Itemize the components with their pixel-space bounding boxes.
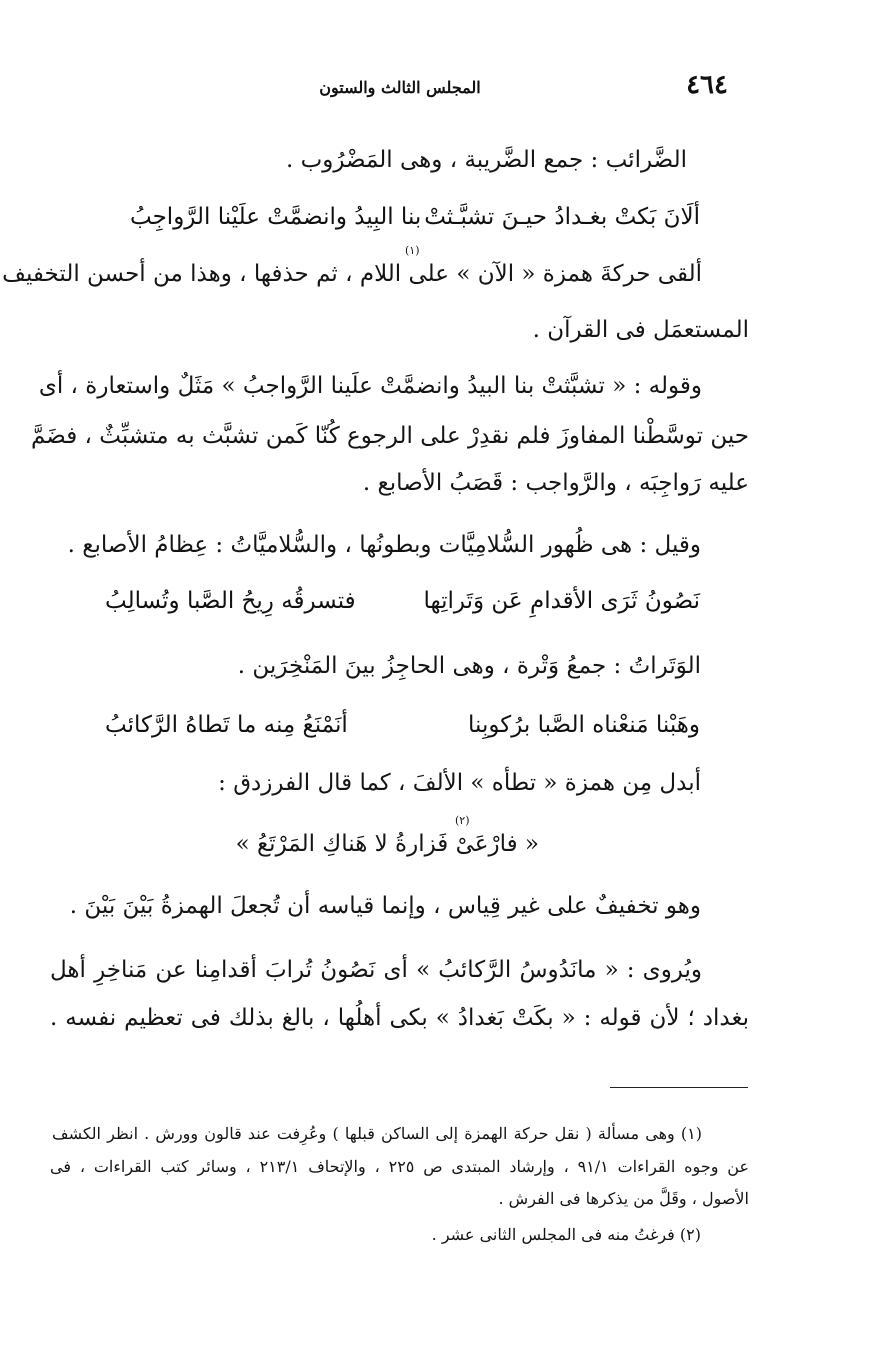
footnote-line: الأصول ، وقَلَّ من يذكرها فى الفرش . bbox=[498, 1189, 749, 1208]
verse-first-hemistich: ألَانَ بَكتْ بغـدادُ حيـنَ تشبَّـثتْ bbox=[424, 204, 700, 230]
text-line: الوَتَراتُ : جمعُ وَتْرة ، وهى الحاجِزُ بينَ المَنْخِرَين . bbox=[237, 653, 701, 679]
paragraph-line: ألقى حركةَ همزة « الآن » على اللام ، ثم حذفها ، وهذا من أحسن التخفيف bbox=[2, 261, 702, 287]
text-line: وهو تخفيفٌ على غير قِياس ، وإنما قياسه أن تُجعلَ الهمزةُ بَيْنَ بَيْنَ . bbox=[69, 893, 701, 919]
page-number: ٤٦٤ bbox=[686, 70, 728, 100]
footnote-separator bbox=[610, 1087, 748, 1088]
text-line: الضَّرائب : جمع الضَّريبة ، وهى المَضْرُوب . bbox=[285, 147, 687, 173]
verse-first-hemistich: نَصُونُ ثَرَى الأقدامِ عَن وَتَراتِها bbox=[423, 588, 700, 614]
paragraph-line: بغداد ؛ لأن قوله : « بكَتْ بَغدادُ » بكى أهلُها ، بالغ بذلك فى تعظيم نفسه . bbox=[50, 1005, 749, 1031]
verse-line bbox=[105, 585, 700, 617]
paragraph-line: المستعمَل فى القرآن . bbox=[532, 317, 749, 343]
footnote-line: عن وجوه القراءات ٩١/١ ، وإرشاد المبتدى ص ٢٢٥ ، والإتحاف ٢١٣/١ ، وسائر كتب القراءات ، فى bbox=[50, 1157, 750, 1176]
footnote-line: (٢) فرغتُ منه فى المجلس الثانى عشر . bbox=[431, 1225, 701, 1244]
paragraph-line: حين توسَّطْنا المفاوزَ فلم نقدِرْ على الرجوع كُنّا كَمن تشبَّث به متشبِّثٌ ، فضَمَّ bbox=[31, 423, 749, 449]
quoted-hemistich: « فارْعَىْ فَزارةُ لا هَناكِ المَرْتَعُ » bbox=[235, 831, 539, 857]
paragraph-line: عليه رَواجِبَه ، والرَّواجب : قَصَبُ الأصابع . bbox=[362, 470, 749, 496]
verse-second-hemistich: بنا البِيدُ وانضمَّتْ علَيْنا الرَّواجِبُ bbox=[130, 204, 422, 230]
footnote-marker: (١) bbox=[405, 244, 420, 257]
verse-second-hemistich: أنَمْنَعُ مِنه ما تَطاهُ الرَّكائبُ bbox=[105, 712, 348, 738]
verse-line bbox=[130, 201, 700, 233]
verse-second-hemistich: فتسرقُه رِيحُ الصَّبا وتُسالِبُ bbox=[105, 588, 356, 614]
paragraph-line: ويُروى : « مانَدُوسُ الرَّكائبُ » أى نَصُونُ تُرابَ أقدامِنا عن مَناخِرِ أهل bbox=[50, 957, 702, 983]
paragraph-line: وقيل : هى ظُهور السُّلامِيَّات وبطونُها ، والسُّلاميَّاتُ : عِظامُ الأصابع . bbox=[67, 532, 701, 558]
verse-line bbox=[105, 709, 700, 741]
text-line: أبدل مِن همزة « تطأه » الألفَ ، كما قال الفرزدق : bbox=[218, 770, 701, 796]
verse-first-hemistich: وهَبْنا مَنعْناه الصَّبا برُكوبِنا bbox=[468, 712, 700, 738]
footnote-line: (١) وهى مسألة ( نقل حركة الهمزة إلى الساكن قبلها ) وعُرِفت عند قالون وورش . انظر الكشف bbox=[52, 1124, 702, 1143]
paragraph-line: وقوله : « تشبَّثتْ بنا البيدُ وانضمَّتْ علَينا الرَّواجبُ » مَثَلٌ واستعارة ، أى bbox=[38, 373, 702, 399]
footnote-marker: (٢) bbox=[455, 814, 470, 827]
running-header-title: المجلس الثالث والستون bbox=[319, 78, 481, 97]
